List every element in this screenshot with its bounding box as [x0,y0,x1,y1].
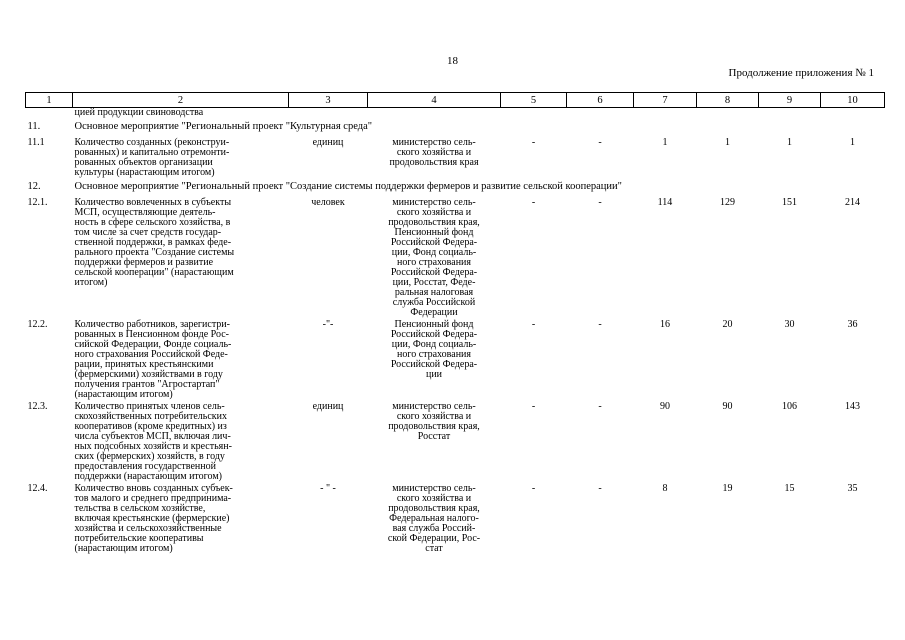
row-number: 12.3. [27,401,48,412]
value-cell: - [598,483,602,494]
table-row [26,136,885,178]
unit-cell: - " - [320,483,336,494]
value-cell: 106 [782,401,797,412]
value-cell: 35 [847,483,858,494]
column-header: 10 [821,93,885,108]
value-cell: 1 [662,137,668,148]
executor-cell: министерство сель- ского хозяйства и продовольствия края, Росстат [388,401,480,442]
column-header: 1 [26,93,73,108]
column-header: 4 [368,93,501,108]
value-cell: 1 [850,137,855,148]
column-header: 7 [634,93,697,108]
table-body [26,108,885,555]
column-header: 6 [567,93,634,108]
unit-cell: единиц [312,401,344,412]
value-cell: 114 [657,197,673,208]
column-header: 2 [73,93,289,108]
value-cell: - [598,319,602,330]
table-row [26,318,885,400]
value-cell: - [531,137,536,148]
row-number: 12.2. [27,319,48,330]
value-cell: 90 [722,401,733,412]
value-cell: 30 [784,319,795,330]
indicators-table [25,92,885,554]
column-header: 8 [697,93,759,108]
value-cell: 151 [782,197,797,208]
section-row [26,178,885,196]
unit-cell: единиц [312,137,344,148]
column-header: 9 [759,93,821,108]
value-cell: 15 [784,483,795,494]
column-header: 5 [501,93,567,108]
executor-cell: министерство сель- ского хозяйства и продовольствия края [389,137,479,168]
indicator-name: Количество созданных (реконструи- рованных) и капитально отремонти- рованных объектов организации культуры (нарастающим итогом) [74,137,230,178]
value-cell: 16 [660,319,670,330]
value-cell: 8 [662,483,668,494]
carryover-text: цией продукции свиноводства [74,107,204,118]
table-row [26,482,885,554]
carryover-row [26,108,885,119]
section-title: Основное мероприятие "Региональный проект "Создание системы поддержки фермеров и развитие сельской кооперации" [74,181,622,192]
value-cell: 19 [722,483,733,494]
value-cell: - [531,319,536,330]
page-number: 18 [447,55,458,67]
unit-cell: человек [311,197,345,208]
unit-cell: -"- [322,319,334,330]
executor-cell: министерство сель- ского хозяйства и продовольствия края, Пенсионный фонд Российской Федера- ции, Фонд социаль- ного страхования Российской Федера- ции, Росстат, Феде- ральная налоговая служба Российской Федерации [388,197,480,318]
executor-cell: министерство сель- ского хозяйства и продовольствия края, Федеральная налого- вая служба Россий- ской Федерации, Рос- стат [387,483,481,554]
column-header: 3 [289,93,368,108]
value-cell: 20 [722,319,733,330]
value-cell: 90 [660,401,670,412]
indicator-name: Количество принятых членов сель- скохозяйственных потребительских кооперативов (кроме кредитных) из числа субъектов МСП, включая лич- ных подсобных хозяйств и крестьян- ских (фермерских) хозяйств, в году предоставления государственной поддержки (нарастающим итогом) [74,401,232,482]
value-cell: 214 [845,197,860,208]
table-row [26,196,885,318]
indicator-name: Количество работников, зарегистри- рованных в Пенсионном фонде Рос- сийской Федерации, Фонде социаль- ного страхования Российской Феде- рации, принятых крестьянскими (фермерскими) хозяйствами в году получения грантов "Агростартап" (нарастающим итогом) [74,319,232,400]
row-number: 12.4. [27,483,48,494]
value-cell: - [531,483,536,494]
indicator-name: Количество вновь созданных субъек- тов малого и среднего предпринима- тельства в сельском хозяйстве, включая крестьянские (фермерские) хозяйства и сельскохозяйственные потребительские кооперативы (нарастающим итогом) [74,483,233,554]
value-cell: 36 [847,319,858,330]
value-cell: - [598,137,602,148]
executor-cell: Пенсионный фонд Российской Федера- ции, Фонд социаль- ного страхования Российской Федера- ции [390,319,478,380]
row-number: 12.1. [27,197,48,208]
section-number: 11. [27,121,41,132]
value-cell: 1 [787,137,792,148]
value-cell: 129 [720,197,735,208]
value-cell: 143 [845,401,860,412]
section-title: Основное мероприятие "Региональный проект "Культурная среда" [74,121,373,132]
value-cell: - [531,401,536,412]
section-row [26,118,885,136]
indicator-name: Количество вовлеченных в субъекты МСП, осуществляющие деятель- ность в сфере сельского хозяйства, в том числе за счет средств государ- ственной поддержки, в рамках феде- рального проекта "Создание системы поддержки фермеров и развитие сельской кооперации" (нарастающим итогом) [74,197,235,288]
section-number: 12. [27,181,41,192]
row-number: 11.1 [27,137,45,148]
value-cell: - [598,401,602,412]
value-cell: - [531,197,536,208]
value-cell: 1 [725,137,730,148]
table-row [26,400,885,482]
column-number-header [26,93,885,108]
continuation-label: Продолжение приложения № 1 [728,67,874,79]
value-cell: - [598,197,602,208]
